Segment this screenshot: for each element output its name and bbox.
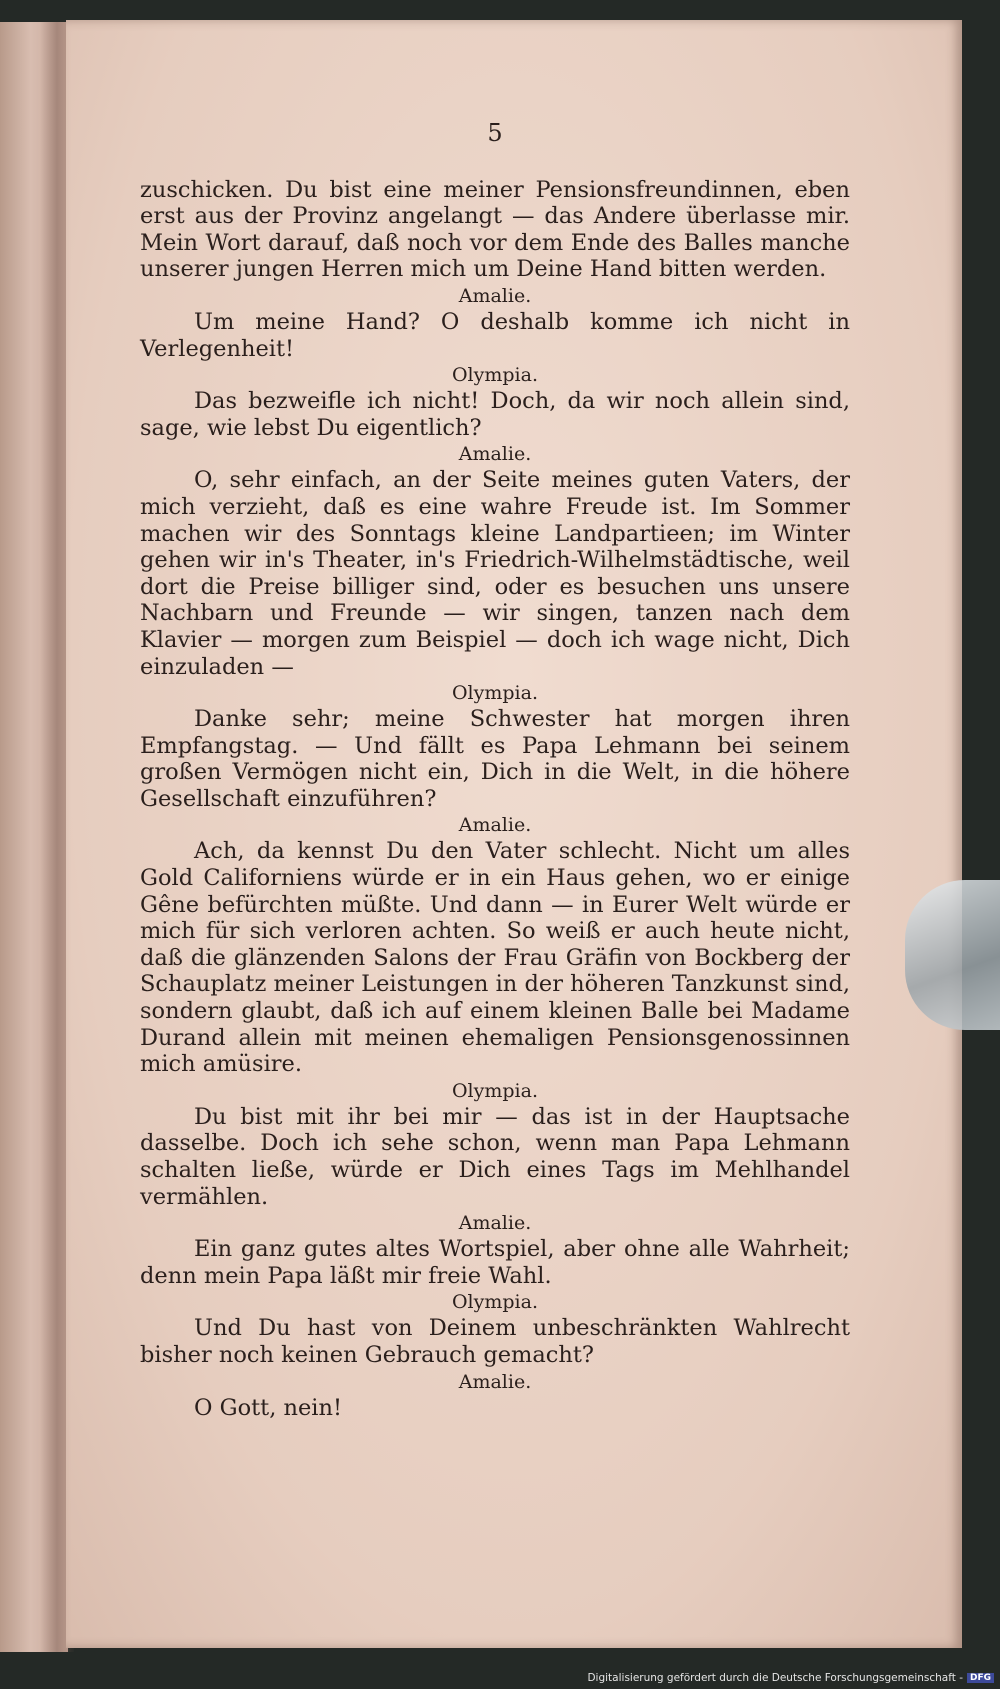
speaker-name: Amalie. bbox=[458, 1370, 532, 1393]
speaker-name: Amalie. bbox=[458, 443, 532, 466]
paragraph: Ein ganz gutes altes Wortspiel, aber ohne alle Wahrheit; denn mein Papa läßt mir freie Wahl. bbox=[140, 1236, 850, 1289]
speaker-name: Olympia. bbox=[451, 364, 538, 387]
paragraph: Danke sehr; meine Schwester hat morgen ihren Empfangstag. — Und fällt es Papa Lehmann bei seinem großen Vermögen nicht ein, Dich in die Welt, in die höhere Gesellschaft einzuführen? bbox=[140, 706, 850, 812]
speaker-name: Olympia. bbox=[451, 682, 538, 705]
paragraph: O Gott, nein! bbox=[194, 1394, 343, 1421]
paragraph: Du bist mit ihr bei mir — das ist in der Hauptsache dasselbe. Doch ich sehe schon, wenn man Papa Lehmann schalten ließe, würde er Dich eines Tags im Mehlhandel vermählen. bbox=[140, 1103, 850, 1210]
page-text bbox=[140, 120, 850, 1421]
digitization-credit bbox=[587, 1672, 994, 1684]
paragraph: Um meine Hand? O deshalb komme ich nicht in Verlegenheit! bbox=[140, 308, 850, 362]
paragraph: Das bezweifle ich nicht! Doch, da wir noch allein sind, sage, wie lebst Du eigentlich? bbox=[140, 388, 850, 441]
paragraph: zuschicken. Du bist eine meiner Pensionsfreundinnen, eben erst aus der Provinz angelangt — das Andere überlasse mir. Mein Wort darauf, daß noch vor dem Ende des Balles manche unserer jungen Herren mich um Deine Hand bitten werden. bbox=[140, 176, 850, 283]
speaker-name: Olympia. bbox=[451, 1291, 538, 1314]
speaker-name: Olympia. bbox=[451, 1079, 538, 1102]
speaker-name: Amalie. bbox=[458, 284, 532, 307]
paragraph: Und Du hast von Deinem unbeschränkten Wahlrecht bisher noch keinen Gebrauch gemacht? bbox=[140, 1315, 850, 1368]
dfg-logo: DFG bbox=[967, 1673, 994, 1683]
speaker-name: Amalie. bbox=[458, 1212, 532, 1235]
page-number: 5 bbox=[487, 119, 503, 147]
paragraph: O, sehr einfach, an der Seite meines guten Vaters, der mich verzieht, daß es eine wahre Freude ist. Im Sommer machen wir des Sonntags kleine Landpartieen; im Winter gehen wir in's Theater, in's Friedrich-Wilhelmstädtische, weil dort die Preise billiger sind, oder es besuchen uns unsere Nachbarn und Freunde — wir singen, tanzen nach dem Klavier — morgen zum Beispiel — doch ich wage nicht, Dich einzuladen — bbox=[140, 467, 850, 680]
paragraph: Ach, da kennst Du den Vater schlecht. Nicht um alles Gold Californiens würde er in ein Haus gehen, wo er einige Gêne befürchten müßte. Und dann — in Eurer Welt würde er mich für sich verloren achten. So weiß er auch heute nicht, daß die glänzenden Salons der Frau Gräfin von Bockberg der Schauplatz meiner Leistungen in der höheren Tanzkunst sind, sondern glaubt, daß ich auf einem kleinen Balle bei Madame Durand allein mit meinen ehemaligen Pensionsgenossinnen mich amüsire. bbox=[140, 838, 850, 1078]
speaker-name: Amalie. bbox=[458, 814, 532, 837]
text-blocks bbox=[140, 177, 850, 1422]
credit-text: Digitalisierung gefördert durch die Deutsche Forschungsgemeinschaft - bbox=[587, 1672, 963, 1684]
page-clip bbox=[905, 880, 1000, 1030]
